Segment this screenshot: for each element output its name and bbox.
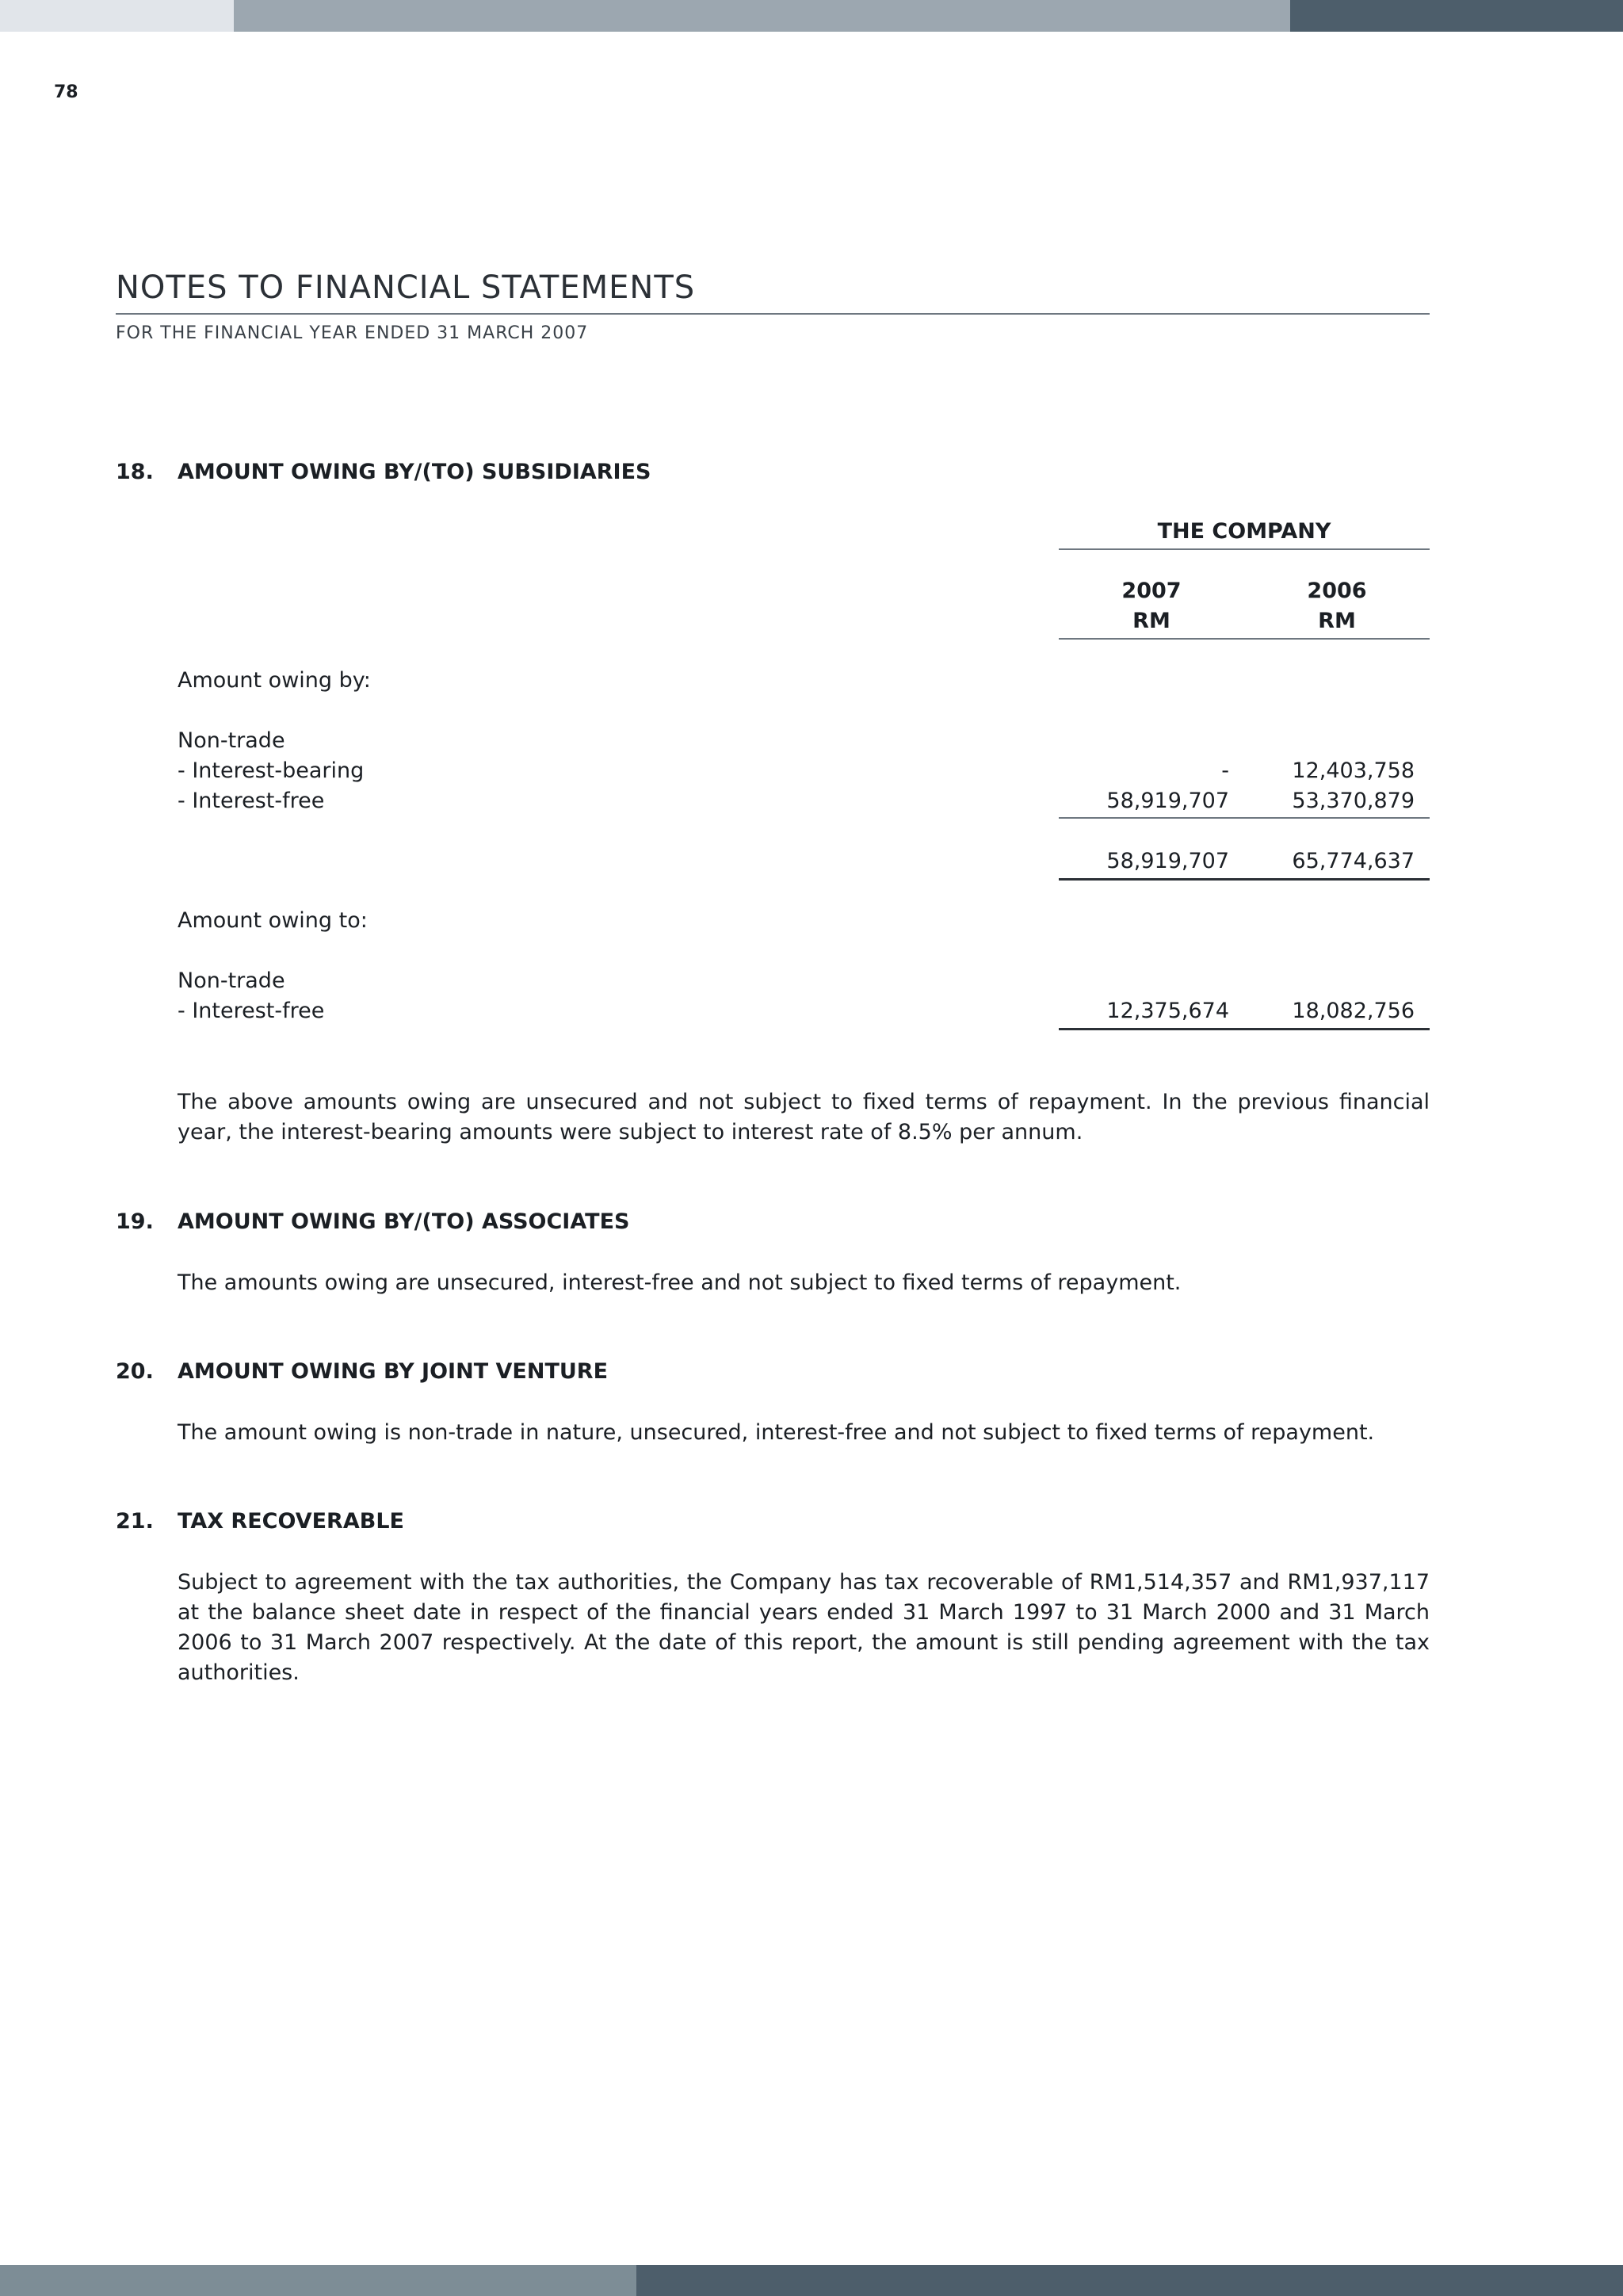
top-decorative-bar: [0, 0, 1623, 32]
note-18-number: 18.: [116, 460, 154, 484]
owing-by-label: Amount owing by:: [178, 668, 371, 693]
note-19-paragraph: The amounts owing are unsecured, interest-free and not subject to fixed terms of repayment.: [178, 1270, 1182, 1295]
note-18-paragraph: The above amounts owing are unsecured and not subject to fixed terms of repayment. In the previous financial year, the interest-bearing amounts were subject to interest rate of 8.5% per annum.: [178, 1090, 1430, 1144]
note-21-title: TAX RECOVERABLE: [178, 1509, 404, 1534]
top-bar-segment-mid: [234, 0, 1290, 32]
group-header-rule: [1059, 548, 1430, 550]
cell-interest-bearing-2007: -: [1221, 758, 1229, 783]
page-subtitle: FOR THE FINANCIAL YEAR ENDED 31 MARCH 2007: [116, 323, 589, 343]
row-label-interest-bearing: - Interest-bearing: [178, 758, 365, 783]
col-unit-2007: RM: [1132, 609, 1170, 633]
col-unit-2006: RM: [1318, 609, 1356, 633]
note-21-paragraph: Subject to agreement with the tax authorities, the Company has tax recoverable of RM1,514,357 and RM1,937,117 at the balance sheet date in respect of the financial years ended 31 March 1997 to 31 March 2000 and 31 March 2006 to 31 March 2007 respectively. At the date of this report, the amount is still pending agreement with the tax authorities.: [178, 1570, 1430, 1685]
note-18-title: AMOUNT OWING BY/(TO) SUBSIDIARIES: [178, 460, 651, 484]
note-20-title: AMOUNT OWING BY JOINT VENTURE: [178, 1359, 609, 1384]
bottom-bar-segment-light: [0, 2265, 636, 2296]
note-20-number: 20.: [116, 1359, 154, 1384]
owing-to-total-rule: [1059, 1028, 1430, 1030]
col-year-2007: 2007: [1121, 579, 1182, 603]
cell-interest-free-2006: 53,370,879: [1292, 789, 1415, 813]
cell-interest-free-2007: 58,919,707: [1106, 789, 1229, 813]
row-label-owing-to-interest-free: - Interest-free: [178, 999, 325, 1023]
cell-interest-bearing-2006: 12,403,758: [1292, 758, 1415, 783]
cell-owing-to-2007: 12,375,674: [1106, 999, 1229, 1023]
note-20-paragraph: The amount owing is non-trade in nature, unsecured, interest-free and not subject to fixed terms of repayment.: [178, 1420, 1375, 1445]
top-bar-segment-light: [0, 0, 234, 32]
non-trade-label-2: Non-trade: [178, 968, 285, 993]
cell-owing-to-2006: 18,082,756: [1292, 999, 1415, 1023]
note-21-number: 21.: [116, 1509, 154, 1534]
title-divider: [116, 313, 1430, 315]
table-group-header: THE COMPANY: [1157, 519, 1331, 544]
owing-to-label: Amount owing to:: [178, 908, 368, 933]
page-number: 78: [54, 82, 78, 102]
note-19-number: 19.: [116, 1209, 154, 1234]
top-bar-segment-dark: [1290, 0, 1623, 32]
row-label-interest-free: - Interest-free: [178, 789, 325, 813]
page-title: NOTES TO FINANCIAL STATEMENTS: [116, 269, 696, 306]
note-19-title: AMOUNT OWING BY/(TO) ASSOCIATES: [178, 1209, 630, 1234]
bottom-decorative-bar: [0, 2265, 1623, 2296]
total-owing-by-2006: 65,774,637: [1292, 849, 1415, 873]
total-owing-by-2007: 58,919,707: [1106, 849, 1229, 873]
bottom-bar-segment-dark: [636, 2265, 1623, 2296]
col-year-2006: 2006: [1307, 579, 1367, 603]
non-trade-label: Non-trade: [178, 728, 285, 753]
col-header-rule: [1059, 638, 1430, 640]
subtotal-rule: [1059, 817, 1430, 819]
total-rule: [1059, 878, 1430, 881]
